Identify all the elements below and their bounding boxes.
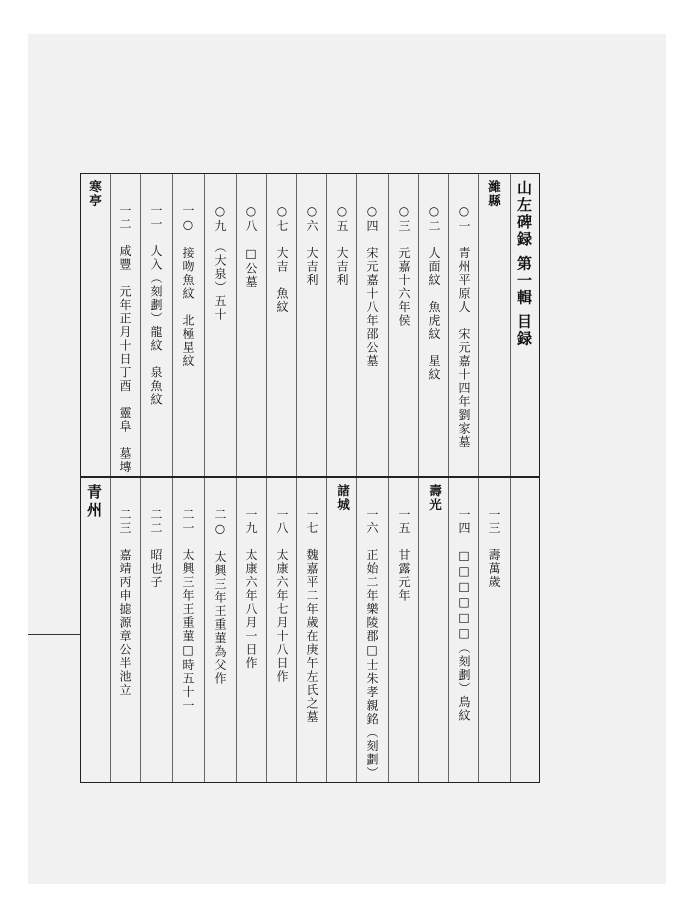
entry-15: 一五 甘露元年	[397, 508, 411, 603]
column-rule	[296, 174, 297, 476]
entry-16: 一六 正始二年樂陵郡□士朱孝親銘（刻劃）	[365, 508, 379, 780]
column-rule	[448, 478, 449, 782]
entry-12: 一二 咸豐 元年正月十日丁酉 靈阜 墓塼	[118, 204, 132, 474]
column-rule	[296, 478, 297, 782]
section-divider	[80, 476, 540, 478]
entry-07: ○七 大吉 魚紋	[275, 204, 289, 314]
column-rule	[418, 478, 419, 782]
entry-04: ○四 宋元嘉十八年邵公墓	[365, 204, 379, 368]
column-rule	[510, 478, 511, 782]
column-rule	[236, 478, 237, 782]
column-rule	[326, 174, 327, 476]
column-rule	[478, 478, 479, 782]
column-rule	[204, 478, 205, 782]
entry-18: 一八 太康六年七月十八日作	[275, 508, 289, 684]
column-rule	[510, 174, 511, 476]
column-rule	[204, 174, 205, 476]
entry-13: 一三 壽萬歲	[487, 508, 501, 589]
entry-08: ○八 □公墓	[244, 204, 258, 289]
column-rule	[388, 174, 389, 476]
column-rule	[140, 478, 141, 782]
entry-21: 二一 太興三年王重菫□時五十一	[181, 508, 195, 713]
entry-20: 二○ 太興三年王重菫為父作	[213, 508, 227, 686]
column-rule	[266, 174, 267, 476]
entry-01: ○一 青州平原人 宋元嘉十四年劉家墓	[457, 204, 471, 449]
column-rule	[110, 174, 111, 476]
section-heading-zhucheng: 諸城	[335, 484, 351, 512]
entry-17: 一七 魏嘉平二年歲在庚午左氏之墓	[305, 508, 319, 724]
column-rule	[110, 478, 111, 782]
column-rule	[448, 174, 449, 476]
column-rule	[356, 174, 357, 476]
column-rule	[236, 174, 237, 476]
entry-19: 一九 太康六年八月一日作	[244, 508, 258, 670]
section-heading-qingzhou: 青州	[85, 484, 103, 520]
section-heading-weixian: 濰縣	[486, 180, 502, 208]
entry-22: 二二 昭也子	[149, 508, 163, 589]
section-heading-shouguang: 壽光	[427, 484, 443, 512]
margin-rule	[28, 634, 80, 635]
column-rule	[266, 478, 267, 782]
column-rule	[172, 478, 173, 782]
entry-23: 二三 嘉靖丙申摅源章公半池立	[118, 508, 132, 697]
column-rule	[388, 478, 389, 782]
document-title: 山左碑録 第一輯 目録	[515, 180, 533, 348]
entry-10: 一○ 接吻魚紋 北極星紋	[181, 204, 195, 368]
column-rule	[356, 478, 357, 782]
section-heading-hanting: 寒亭	[87, 180, 103, 208]
entry-03: ○三 元嘉十六年侯	[397, 204, 411, 328]
column-rule	[172, 174, 173, 476]
column-rule	[140, 174, 141, 476]
entry-09: ○九 （大泉）五十	[213, 204, 227, 322]
column-rule	[418, 174, 419, 476]
column-rule	[478, 174, 479, 476]
column-rule	[326, 478, 327, 782]
entry-06: ○六 大吉利	[305, 204, 319, 287]
entry-02: ○二 人面紋 魚虎紋 星紋	[427, 204, 441, 382]
entry-05: ○五 大吉利	[335, 204, 349, 287]
entry-11: 一一 人入（刻劃）龍紋 泉魚紋	[149, 204, 163, 407]
entry-14: 一四 □□□□□□（刻劃）鳥紋	[457, 508, 471, 723]
